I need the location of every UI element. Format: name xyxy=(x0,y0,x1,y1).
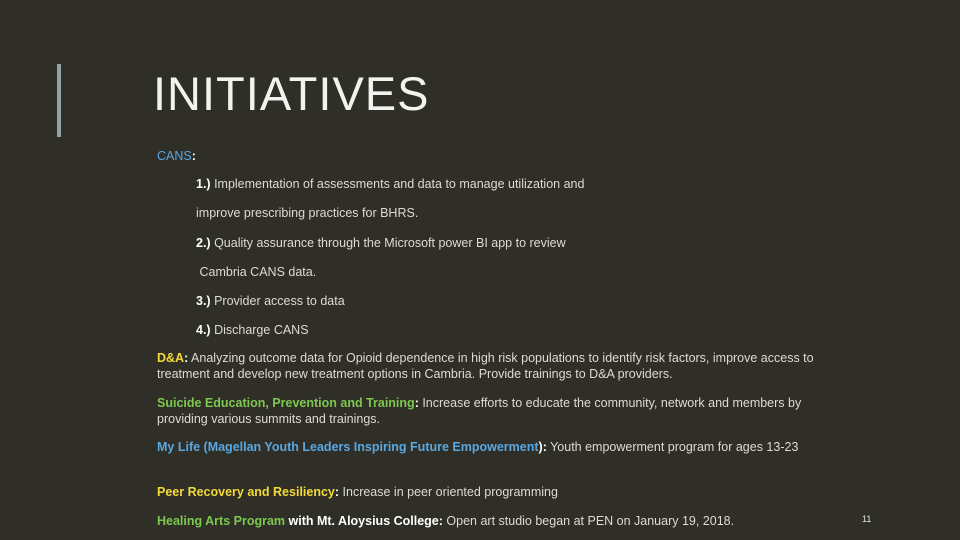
dna-text: Analyzing outcome data for Opioid dependence in high risk populations to identify risk factors, improve access to treatment and develop new treatment options in Cambria. Provide trainings to D&A providers. xyxy=(157,351,814,381)
suicide-colon: : xyxy=(414,396,419,410)
peer-label: Peer Recovery and Resiliency xyxy=(157,485,335,499)
mylife-paragraph xyxy=(157,439,837,455)
cans-item-3-num: 3.) xyxy=(196,294,211,308)
dna-colon: : xyxy=(184,351,189,365)
healing-label: Healing Arts Program xyxy=(157,514,286,528)
cans-item-4 xyxy=(196,322,309,338)
suicide-text: Increase efforts to educate the community, network and members by providing various summits and trainings. xyxy=(157,396,802,426)
peer-paragraph xyxy=(157,484,837,500)
title-accent-bar xyxy=(57,64,61,137)
cans-colon: : xyxy=(191,149,196,163)
cans-item-4-text: Discharge CANS xyxy=(210,323,309,337)
healing-with: with Mt. Aloysius College xyxy=(285,514,439,528)
healing-paragraph xyxy=(157,513,837,529)
suicide-label: Suicide Education, Prevention and Training xyxy=(157,396,415,410)
suicide-paragraph xyxy=(157,395,837,427)
cans-item-2-num: 2.) xyxy=(196,236,211,250)
cans-item-2-text: Quality assurance through the Microsoft power BI app to review xyxy=(210,236,566,250)
cans-item-4-num: 4.) xyxy=(196,323,211,337)
mylife-close: ): xyxy=(538,440,547,454)
healing-text: Open art studio began at PEN on January 19, 2018. xyxy=(442,514,735,528)
mylife-label: My Life (Magellan Youth Leaders Inspiring Future Empowerment xyxy=(157,440,539,454)
slide-title: INITIATIVES xyxy=(153,67,430,120)
page-number: 11 xyxy=(862,514,872,524)
dna-paragraph xyxy=(157,350,837,382)
cans-item-1 xyxy=(196,176,584,192)
cans-item-1-cont: improve prescribing practices for BHRS. xyxy=(196,206,419,220)
cans-label: CANS xyxy=(157,149,192,163)
cans-item-2-cont: Cambria CANS data. xyxy=(196,265,317,279)
mylife-text: Youth empowerment program for ages 13-23 xyxy=(546,440,799,454)
cans-item-1-text: Implementation of assessments and data to manage utilization and xyxy=(210,177,585,191)
cans-heading xyxy=(157,148,196,164)
peer-text: Increase in peer oriented programming xyxy=(339,485,558,499)
cans-item-2 xyxy=(196,235,566,251)
cans-item-1-num: 1.) xyxy=(196,177,211,191)
cans-item-3 xyxy=(196,293,345,309)
healing-colon: : xyxy=(438,514,443,528)
cans-item-3-text: Provider access to data xyxy=(210,294,345,308)
peer-colon: : xyxy=(334,485,340,499)
dna-label: D&A xyxy=(157,351,185,365)
